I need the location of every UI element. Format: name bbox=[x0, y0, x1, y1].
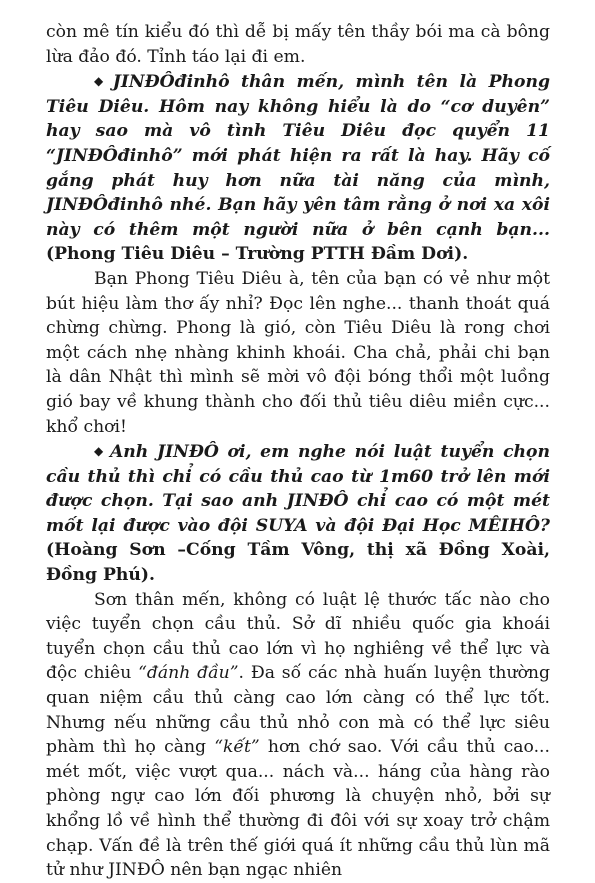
diamond-bullet-icon: ◆ bbox=[94, 74, 109, 89]
paragraph-continuation bbox=[46, 20, 550, 69]
document-page bbox=[46, 20, 550, 883]
reply-text: hơn chớ sao. Với cầu thủ cao... mét mốt, việc vượt qua... nách và... háng của hàng rào phòng ngự cao lớn đối phương là chuyện nhỏ, bởi sự khổng lồ về hình thể thường đi đôi với sự xoay trở chậm chạp. Vấn đề là trên thế giới quá ít những cầu thủ lùn mã tử như JINĐÔ nên bạn ngạc nhiên bbox=[46, 737, 550, 881]
letter-text: Anh JINĐÔ ơi, em nghe nói luật tuyển chọn cầu thủ thì chỉ có cầu thủ cao từ 1m60 trở lên mới được chọn. Tại sao anh JINĐÔ chỉ cao có một mét mốt lại được vào đội SUYA và đội Đại Học MÊIHÔ? bbox=[46, 442, 551, 536]
reply-emphasis: “kết” bbox=[214, 737, 260, 758]
paragraph-text: còn mê tín kiểu đó thì dễ bị mấy tên thầy bói ma cà bông lừa đảo đó. Tỉnh táo lại đi em. bbox=[46, 22, 550, 67]
reader-letter-son bbox=[46, 439, 550, 588]
diamond-bullet-icon: ◆ bbox=[94, 444, 106, 459]
reply-phong bbox=[46, 267, 550, 439]
reply-son bbox=[46, 588, 550, 883]
letter-signature: (Phong Tiêu Diêu – Trường PTTH Đầm Dơi). bbox=[46, 244, 469, 265]
reply-text: Sơn thân mến, không có luật lệ thước tấc nào cho việc tuyển chọn cầu thủ. Sở dĩ nhiều quốc gia khoái tuyển chọn cầu thủ cao lớn vì họ nghiêng về thể lực và độc chiêu bbox=[46, 589, 550, 684]
reply-text: Bạn Phong Tiêu Diêu à, tên của bạn có vẻ như một bút hiệu làm thơ ấy nhỉ? Đọc lên nghe... thanh thoát quá chừng chừng. Phong là gió, còn Tiêu Diêu là rong chơi một cách nhẹ nhàng khinh khoái. Cha chả, phải chi bạn là dân Nhật thì mình sẽ mời vô đội bóng thổi một luồng gió bay về khung thành cho đối thủ tiêu diêu miền cực... khổ chơi! bbox=[46, 268, 550, 437]
reply-text: . Đa số các nhà huấn luyện thường quan niệm cầu thủ càng cao lớn càng có thể lực tốt. Nhưng nếu những cầu thủ nhỏ con mà có thể lực siêu phàm thì họ càng bbox=[46, 663, 550, 758]
reply-emphasis: “đánh đầu” bbox=[138, 663, 239, 684]
letter-signature: (Hoàng Sơn –Cống Tầm Vông, thị xã Đồng Xoài, Đồng Phú). bbox=[46, 540, 550, 586]
reader-letter-phong bbox=[46, 69, 550, 267]
letter-text: JINĐÔđinhô thân mến, mình tên là Phong Tiêu Diêu. Hôm nay không hiểu là do “cơ duyên” hay sao mà vô tình Tiêu Diêu đọc quyển 11 “JINĐÔđinhô” mới phát hiện ra rất là hay. Hãy cố gắng phát huy hơn nữa tài năng của mình, JINĐÔđinhô nhé. Bạn hãy yên tâm rằng ở nơi xa xôi này có thêm một người nữa ở bên cạnh bạn... bbox=[46, 72, 550, 240]
